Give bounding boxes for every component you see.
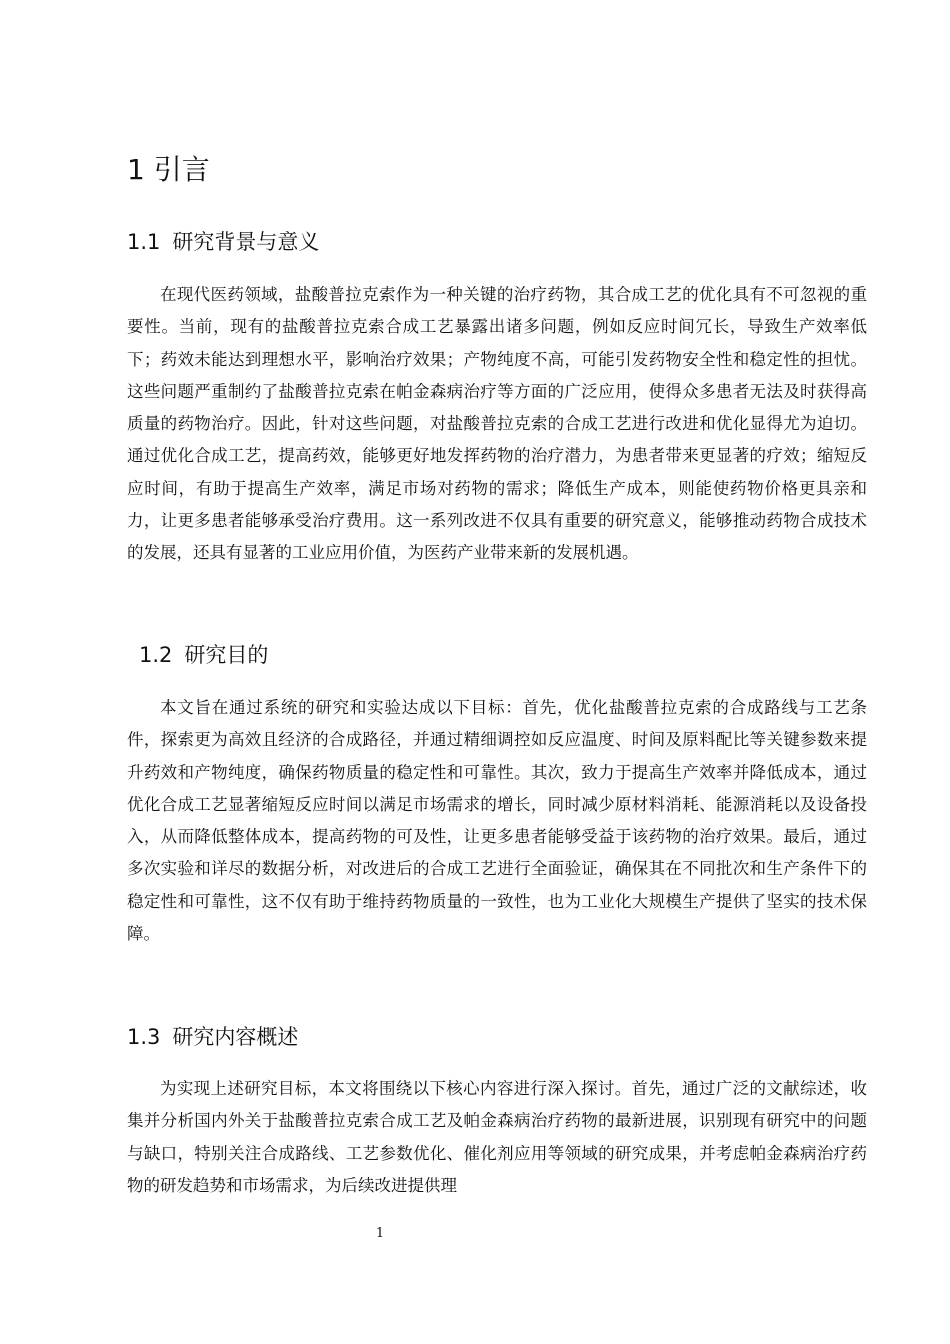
paragraph-overview: 为实现上述研究目标，本文将围绕以下核心内容进行深入探讨。首先，通过广泛的文献综述，收集并分析国内外关于盐酸普拉克索合成工艺及帕金森病治疗药物的最新进展，识别现有研究中的问题与缺口，特别关注合成路线、工艺参数优化、催化剂应用等领域的研究成果，并考虑帕金森病治疗药物的研发趋势和市场需求，为后续改进提供理 xyxy=(127,1079,867,1195)
chapter-title: 1 引言 xyxy=(127,153,210,186)
section-number: 1.2 xyxy=(139,643,173,667)
section-title-text: 研究内容概述 xyxy=(172,1025,299,1049)
paragraph-background: 在现代医药领域，盐酸普拉克索作为一种关键的治疗药物，其合成工艺的优化具有不可忽视的重要性。当前，现有的盐酸普拉克索合成工艺暴露出诸多问题，例如反应时间冗长，导致生产效率低下；药效未能达到理想水平，影响治疗效果；产物纯度不高，可能引发药物安全性和稳定性的担忧。这些问题严重制约了盐酸普拉克索在帕金森病治疗等方面的广泛应用，使得众多患者无法及时获得高质量的药物治疗。因此，针对这些问题，对盐酸普拉克索的合成工艺进行改进和优化显得尤为迫切。通过优化合成工艺，提高药效，能够更好地发挥药物的治疗潜力，为患者带来更显著的疗效；缩短反应时间，有助于提高生产效率，满足市场对药物的需求；降低生产成本，则能使药物价格更具亲和力，让更多患者能够承受治疗费用。这一系列改进不仅具有重要的研究意义，能够推动药物合成技术的发展，还具有显著的工业应用价值，为医药产业带来新的发展机遇。 xyxy=(127,285,867,563)
section-title-text: 研究目的 xyxy=(184,643,269,667)
section-number: 1.1 xyxy=(127,230,161,254)
section-title-text: 研究背景与意义 xyxy=(172,230,320,254)
section-heading-1-2 xyxy=(139,640,268,670)
paragraph-objectives: 本文旨在通过系统的研究和实验达成以下目标：首先，优化盐酸普拉克索的合成路线与工艺条件，探索更为高效且经济的合成路径，并通过精细调控如反应温度、时间及原料配比等关键参数来提升药效和产物纯度，确保药物质量的稳定性和可靠性。其次，致力于提高生产效率并降低成本，通过优化合成工艺显著缩短反应时间以满足市场需求的增长，同时减少原材料消耗、能源消耗以及设备投入，从而降低整体成本，提高药物的可及性，让更多患者能够受益于该药物的治疗效果。最后，通过多次实验和详尽的数据分析，对改进后的合成工艺进行全面验证，确保其在不同批次和生产条件下的稳定性和可靠性，这不仅有助于维持药物质量的一致性，也为工业化大规模生产提供了坚实的技术保障。 xyxy=(127,698,867,944)
page-number: 1 xyxy=(375,1226,385,1241)
section-number: 1.3 xyxy=(127,1025,161,1049)
section-heading-1-3 xyxy=(127,1022,298,1052)
section-heading-1-1 xyxy=(127,227,319,257)
